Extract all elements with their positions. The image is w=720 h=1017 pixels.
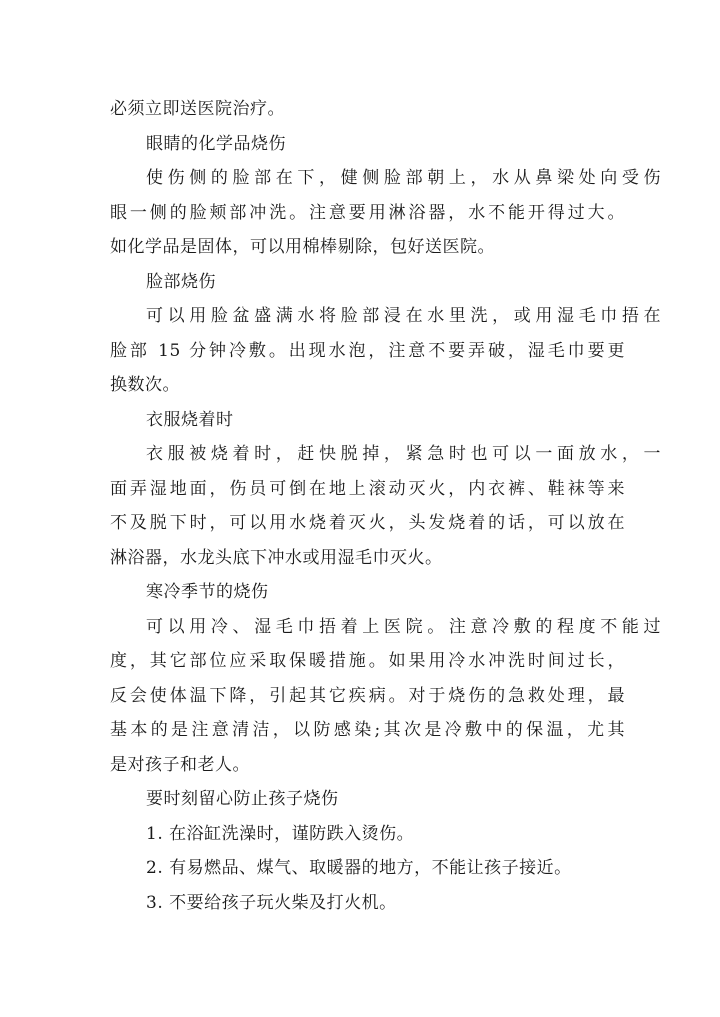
text-line: 如化学品是固体，可以用棉棒剔除，包好送医院。 bbox=[110, 237, 495, 257]
document-body bbox=[110, 92, 661, 920]
text-line: 可以用冷、湿毛巾捂着上医院。注意冷敷的程度不能过 bbox=[146, 616, 661, 637]
list-item: 1. 在浴缸洗澡时，谨防跌入烫伤。 bbox=[146, 823, 415, 844]
text-line: 度，其它部位应采取保暖措施。如果用冷水冲洗时间过长， bbox=[110, 651, 625, 671]
list-item: 3. 不要给孩子玩火柴及打火机。 bbox=[146, 892, 397, 913]
text-line: 反会使体温下降，引起其它疾病。对于烧伤的急救处理，最 bbox=[110, 685, 625, 706]
list-item: 2. 有易燃品、煤气、取暖器的地方，不能让孩子接近。 bbox=[146, 858, 572, 878]
text-line: 使伤侧的脸部在下，健侧脸部朝上，水从鼻梁处向受伤 bbox=[146, 168, 661, 188]
section-heading: 眼睛的化学品烧伤 bbox=[146, 133, 286, 154]
text-line: 基本的是注意清洁，以防感染;其次是冷敷中的保温，尤其 bbox=[110, 720, 625, 740]
text-line: 可以用脸盆盛满水将脸部浸在水里洗，或用湿毛巾捂在 bbox=[146, 306, 661, 326]
text-line: 是对孩子和老人。 bbox=[110, 754, 250, 775]
text-line: 必须立即送医院治疗。 bbox=[110, 99, 285, 119]
section-heading: 寒冷季节的烧伤 bbox=[146, 582, 269, 602]
section-heading: 要时刻留心防止孩子烧伤 bbox=[146, 789, 339, 809]
text-line: 眼一侧的脸颊部冲洗。注意要用淋浴器，水不能开得过大。 bbox=[110, 202, 625, 223]
text-line: 面弄湿地面，伤员可倒在地上滚动灭火，内衣裤、鞋袜等来 bbox=[110, 478, 625, 499]
text-line: 换数次。 bbox=[110, 375, 180, 395]
section-heading: 脸部烧伤 bbox=[146, 271, 216, 292]
section-heading: 衣服烧着时 bbox=[146, 409, 234, 430]
text-line: 脸部 15 分钟冷敷。出现水泡，注意不要弄破，湿毛巾要更 bbox=[110, 340, 625, 361]
text-line: 不及脱下时，可以用水烧着灭火，头发烧着的话，可以放在 bbox=[110, 513, 625, 533]
text-line: 衣服被烧着时，赶快脱掉，紧急时也可以一面放水，一 bbox=[146, 444, 661, 464]
text-line: 淋浴器，水龙头底下冲水或用湿毛巾灭火。 bbox=[110, 547, 443, 568]
